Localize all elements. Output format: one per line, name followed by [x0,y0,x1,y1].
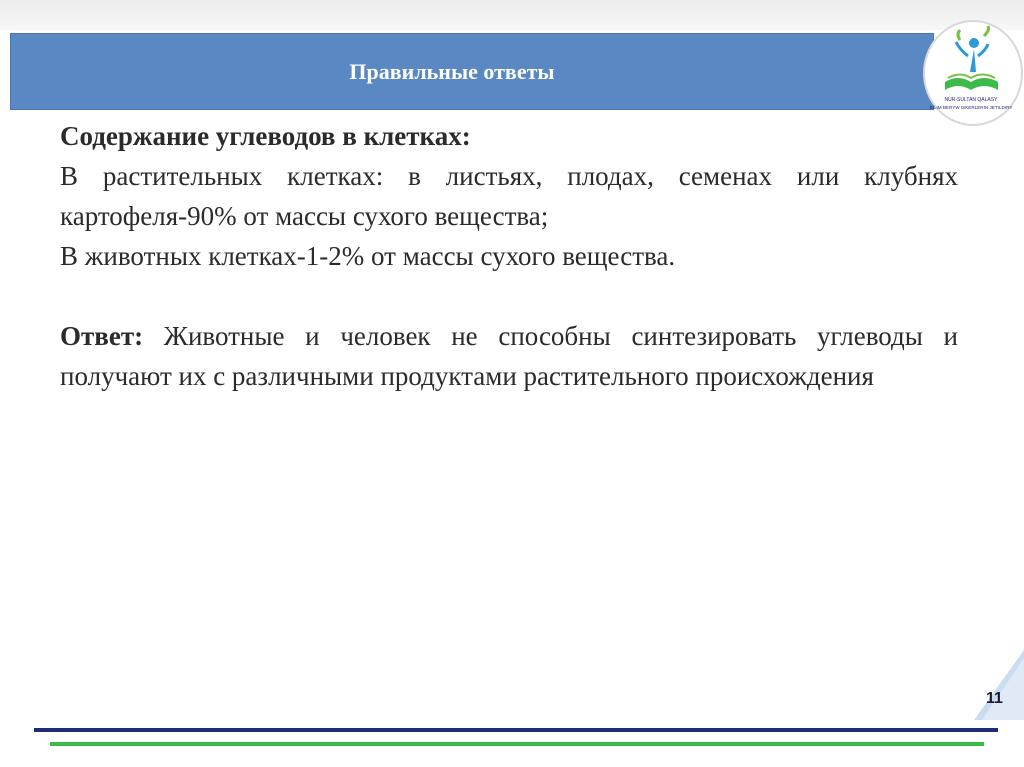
organization-logo [918,16,1024,126]
title-bar [10,33,934,110]
answer-label: Ответ: [60,321,144,351]
paragraph-gap [60,276,958,316]
content-heading: Содержание углеводов в клетках: [60,121,471,151]
slide-title: Правильные ответы [349,58,555,84]
animal-cells-paragraph: В животных клетках-1-2% от массы сухого вещества. [60,241,676,271]
top-strip [0,0,1024,30]
page-number: 11 [986,690,1003,707]
plant-cells-paragraph: В растительных клетках: в листьях, плодах, семенах или клубнях картофеля-90% от массы сухого вещества; [60,161,958,231]
footer-line-green [50,742,984,746]
answer-paragraph [60,316,958,396]
logo-text-line2: BILIM BERYW ISKERLERIN JETILDIRY [929,105,1013,110]
corner-fold-decoration [974,650,1024,720]
slide-content [60,116,958,396]
logo-emblem-icon [918,16,1024,126]
logo-text-line1: NUR-SULTAN QALASY [944,97,998,103]
footer-line-blue [34,728,998,732]
answer-text: Животные и человек не способны синтезировать углеводы и получают их с различными продуктами растительного происхождения [60,321,958,391]
